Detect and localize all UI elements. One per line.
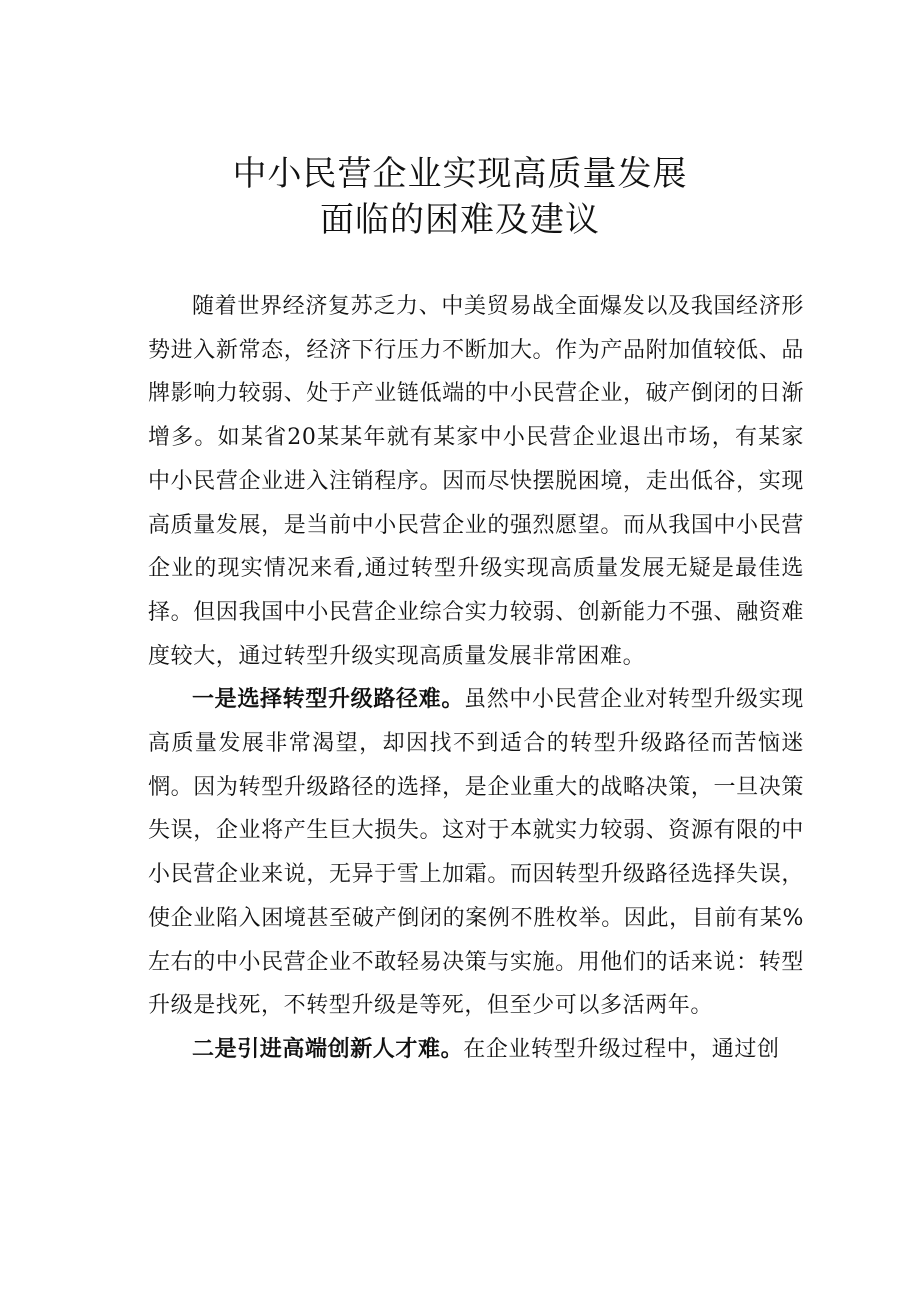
paragraph-lead: 二是引进高端创新人才难。: [192, 1035, 464, 1062]
paragraph-lead: 一是选择转型升级路径难。: [192, 686, 465, 713]
document-title-line-1: 中小民营企业实现高质量发展: [232, 154, 688, 194]
paragraph-intro: [148, 285, 804, 678]
paragraph-text: 虽然中小民营企业对转型升级实现高质量发展非常渴望，却因找不到适合的转型升级路径而苦恼迷惘。因为转型升级路径的选择，是企业重大的战略决策，一旦决策失误，企业将产生巨大损失。这对于本就实力较弱、资源有限的中小民营企业来说，无异于雪上加霜。而因转型升级路径选择失误，使企业陷入困境甚至破产倒闭的案例不胜枚举。因此，目前有某%左右的中小民营企业不敢轻易决策与实施。用他们的话来说：转型升级是找死，不转型升级是等死，但至少可以多活两年。: [148, 687, 804, 1019]
paragraph-point-1: [148, 678, 804, 1028]
document-title-line-2: 面临的困难及建议: [320, 200, 600, 240]
paragraph-point-2: [148, 1028, 804, 1072]
paragraph-text: 随着世界经济复苏乏力、中美贸易战全面爆发以及我国经济形势进入新常态，经济下行压力不断加大。作为产品附加值较低、品牌影响力较弱、处于产业链低端的中小民营企业，破产倒闭的日渐增多。如某省20某某年就有某家中小民营企业退出市场，有某家中小民营企业进入注销程序。因而尽快摆脱困境，走出低谷，实现高质量发展，是当前中小民营企业的强烈愿望。而从我国中小民营企业的现实情况来看,通过转型升级实现高质量发展无疑是最佳选择。但因我国中小民营企业综合实力较弱、创新能力不强、融资难度较大，通过转型升级实现高质量发展非常困难。: [148, 294, 804, 669]
document-body: [148, 285, 804, 1072]
paragraph-text: 在企业转型升级过程中，通过创: [463, 1036, 780, 1062]
